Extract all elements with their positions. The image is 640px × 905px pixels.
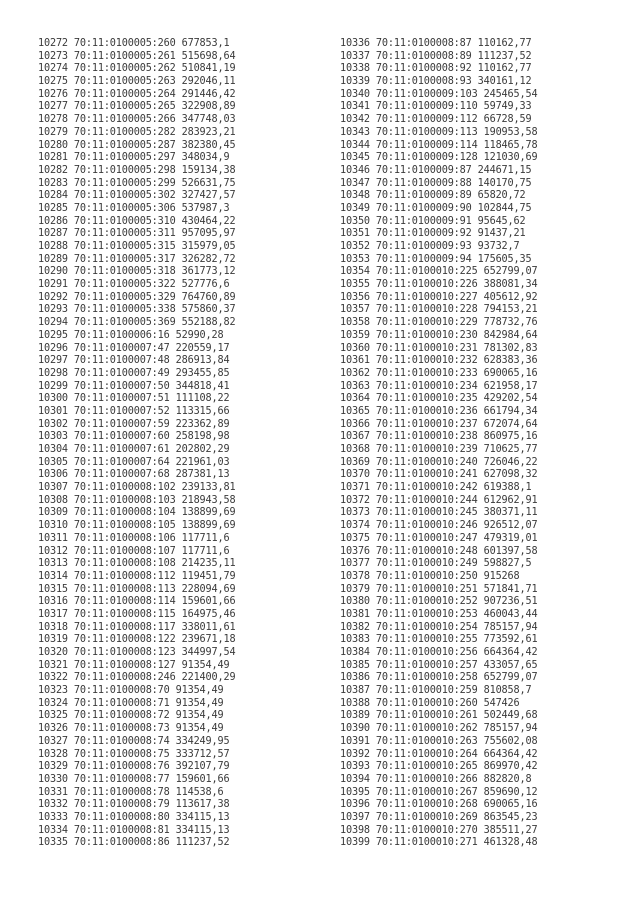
document-line: 10321 70:11:0100008:127 91354,49 xyxy=(38,659,230,671)
document-line: 10369 70:11:0100010:240 726046,22 xyxy=(340,456,538,468)
document-line: 10355 70:11:0100010:226 388081,34 xyxy=(340,279,538,291)
document-line: 10289 70:11:0100005:317 326282,72 xyxy=(38,253,236,265)
document-line: 10359 70:11:0100010:230 842984,64 xyxy=(340,329,538,341)
document-line: 10349 70:11:0100009:90 102844,75 xyxy=(340,202,532,214)
document-line: 10281 70:11:0100005:297 348034,9 xyxy=(38,152,230,164)
document-line: 10297 70:11:0100007:48 286913,84 xyxy=(38,355,230,367)
document-line: 10377 70:11:0100010:249 598827,5 xyxy=(340,558,532,570)
document-line: 10329 70:11:0100008:76 392107,79 xyxy=(38,761,230,773)
document-line: 10278 70:11:0100005:266 347748,03 xyxy=(38,114,236,126)
document-line: 10354 70:11:0100010:225 652799,07 xyxy=(340,266,538,278)
left-column xyxy=(38,38,328,850)
document-line: 10315 70:11:0100008:113 228094,69 xyxy=(38,583,236,595)
document-line: 10303 70:11:0100007:60 258198,98 xyxy=(38,431,230,443)
document-line: 10316 70:11:0100008:114 159601,66 xyxy=(38,596,236,608)
document-line: 10296 70:11:0100007:47 220559,17 xyxy=(38,342,230,354)
document-line: 10318 70:11:0100008:117 338011,61 xyxy=(38,621,236,633)
document-line: 10395 70:11:0100010:267 859690,12 xyxy=(340,786,538,798)
document-line: 10276 70:11:0100005:264 291446,42 xyxy=(38,88,236,100)
document-line: 10275 70:11:0100005:263 292046,11 xyxy=(38,76,236,88)
document-line: 10314 70:11:0100008:112 119451,79 xyxy=(38,570,236,582)
document-line: 10322 70:11:0100008:246 221400,29 xyxy=(38,672,236,684)
document-line: 10384 70:11:0100010:256 664364,42 xyxy=(340,647,538,658)
document-line: 10313 70:11:0100008:108 214235,11 xyxy=(38,558,236,570)
document-line: 10335 70:11:0100008:86 111237,52 xyxy=(38,837,230,849)
document-line: 10291 70:11:0100005:322 527776,6 xyxy=(38,279,230,291)
document-line: 10346 70:11:0100009:87 244671,15 xyxy=(340,164,532,176)
document-line: 10381 70:11:0100010:253 460043,44 xyxy=(340,608,538,620)
document-line: 10364 70:11:0100010:235 429202,54 xyxy=(340,393,538,405)
document-line: 10366 70:11:0100010:237 672074,64 xyxy=(340,418,538,430)
document-line: 10295 70:11:0100006:16 52990,28 xyxy=(38,329,224,341)
document-line: 10386 70:11:0100010:258 652799,07 xyxy=(340,672,538,684)
document-line: 10284 70:11:0100005:302 327427,57 xyxy=(38,190,236,202)
document-line: 10339 70:11:0100008:93 340161,12 xyxy=(340,76,532,88)
document-line: 10375 70:11:0100010:247 479319,01 xyxy=(340,532,538,544)
document-line: 10391 70:11:0100010:263 755602,08 xyxy=(340,735,538,747)
document-line: 10304 70:11:0100007:61 202802,29 xyxy=(38,444,230,455)
document-line: 10357 70:11:0100010:228 794153,21 xyxy=(340,304,538,316)
document-line: 10356 70:11:0100010:227 405612,92 xyxy=(340,291,538,303)
document-line: 10319 70:11:0100008:122 239671,18 xyxy=(38,634,236,646)
document-line: 10307 70:11:0100008:102 239133,81 xyxy=(38,482,236,494)
document-line: 10361 70:11:0100010:232 628383,36 xyxy=(340,355,538,367)
document-line: 10272 70:11:0100005:260 677853,1 xyxy=(38,38,230,49)
document-line: 10310 70:11:0100008:105 138899,69 xyxy=(38,520,236,532)
document-line: 10368 70:11:0100010:239 710625,77 xyxy=(340,444,538,455)
document-line: 10287 70:11:0100005:311 957095,97 xyxy=(38,228,236,240)
document-line: 10312 70:11:0100008:107 117711,6 xyxy=(38,545,230,557)
document-line: 10370 70:11:0100010:241 627098,32 xyxy=(340,469,538,481)
document-line: 10393 70:11:0100010:265 869970,42 xyxy=(340,761,538,773)
document-line: 10327 70:11:0100008:74 334249,95 xyxy=(38,735,230,747)
document-line: 10328 70:11:0100008:75 333712,57 xyxy=(38,748,230,760)
document-line: 10371 70:11:0100010:242 619388,1 xyxy=(340,482,532,494)
document-line: 10298 70:11:0100007:49 293455,85 xyxy=(38,367,230,379)
document-line: 10283 70:11:0100005:299 526631,75 xyxy=(38,177,236,189)
document-line: 10343 70:11:0100009:113 190953,58 xyxy=(340,126,538,138)
document-line: 10353 70:11:0100009:94 175605,35 xyxy=(340,253,532,265)
document-line: 10390 70:11:0100010:262 785157,94 xyxy=(340,723,538,735)
document-line: 10378 70:11:0100010:250 915268 xyxy=(340,570,520,582)
document-line: 10380 70:11:0100010:252 907236,51 xyxy=(340,596,538,608)
document-line: 10341 70:11:0100009:110 59749,33 xyxy=(340,101,532,113)
document-line: 10336 70:11:0100008:87 110162,77 xyxy=(340,38,532,49)
document-line: 10325 70:11:0100008:72 91354,49 xyxy=(38,710,224,722)
document-line: 10360 70:11:0100010:231 781302,83 xyxy=(340,342,538,354)
document-line: 10334 70:11:0100008:81 334115,13 xyxy=(38,824,230,836)
document-line: 10389 70:11:0100010:261 502449,68 xyxy=(340,710,538,722)
document-line: 10277 70:11:0100005:265 322908,89 xyxy=(38,101,236,113)
document-line: 10324 70:11:0100008:71 91354,49 xyxy=(38,697,224,709)
document-line: 10363 70:11:0100010:234 621958,17 xyxy=(340,380,538,392)
document-line: 10373 70:11:0100010:245 380371,11 xyxy=(340,507,538,519)
document-line: 10306 70:11:0100007:68 287381,13 xyxy=(38,469,230,481)
document-line: 10332 70:11:0100008:79 113617,38 xyxy=(38,799,230,811)
document-line: 10358 70:11:0100010:229 778732,76 xyxy=(340,317,538,329)
document-line: 10309 70:11:0100008:104 138899,69 xyxy=(38,507,236,519)
document-line: 10345 70:11:0100009:128 121030,69 xyxy=(340,152,538,164)
document-line: 10382 70:11:0100010:254 785157,94 xyxy=(340,621,538,633)
document-line: 10285 70:11:0100005:306 537987,3 xyxy=(38,202,230,214)
document-line: 10290 70:11:0100005:318 361773,12 xyxy=(38,266,236,278)
document-line: 10274 70:11:0100005:262 510841,19 xyxy=(38,63,236,75)
document-line: 10330 70:11:0100008:77 159601,66 xyxy=(38,773,230,785)
document-line: 10323 70:11:0100008:70 91354,49 xyxy=(38,685,224,697)
document-line: 10387 70:11:0100010:259 810858,7 xyxy=(340,685,532,697)
document-line: 10320 70:11:0100008:123 344997,54 xyxy=(38,647,236,658)
document-line: 10340 70:11:0100009:103 245465,54 xyxy=(340,88,538,100)
document-line: 10292 70:11:0100005:329 764760,89 xyxy=(38,291,236,303)
document-line: 10362 70:11:0100010:233 690065,16 xyxy=(340,367,538,379)
document-line: 10288 70:11:0100005:315 315979,05 xyxy=(38,241,236,252)
document-line: 10394 70:11:0100010:266 882820,8 xyxy=(340,773,532,785)
document-line: 10347 70:11:0100009:88 140170,75 xyxy=(340,177,532,189)
document-line: 10302 70:11:0100007:59 223362,89 xyxy=(38,418,230,430)
document-line: 10342 70:11:0100009:112 66728,59 xyxy=(340,114,532,126)
document-line: 10367 70:11:0100010:238 860975,16 xyxy=(340,431,538,443)
document-line: 10372 70:11:0100010:244 612962,91 xyxy=(340,494,538,506)
document-line: 10317 70:11:0100008:115 164975,46 xyxy=(38,608,236,620)
document-line: 10338 70:11:0100008:92 110162,77 xyxy=(340,63,532,75)
document-line: 10279 70:11:0100005:282 283923,21 xyxy=(38,126,236,138)
document-line: 10305 70:11:0100007:64 221961,03 xyxy=(38,456,230,468)
document-line: 10397 70:11:0100010:269 863545,23 xyxy=(340,811,538,823)
document-line: 10344 70:11:0100009:114 118465,78 xyxy=(340,139,538,151)
document-line: 10398 70:11:0100010:270 385511,27 xyxy=(340,824,538,836)
document-line: 10399 70:11:0100010:271 461328,48 xyxy=(340,837,538,849)
document-line: 10333 70:11:0100008:80 334115,13 xyxy=(38,811,230,823)
document-line: 10379 70:11:0100010:251 571841,71 xyxy=(340,583,538,595)
right-column xyxy=(340,38,630,850)
document-line: 10350 70:11:0100009:91 95645,62 xyxy=(340,215,526,227)
document-line: 10286 70:11:0100005:310 430464,22 xyxy=(38,215,236,227)
document-line: 10301 70:11:0100007:52 113315,66 xyxy=(38,405,230,417)
document-line: 10331 70:11:0100008:78 114538,6 xyxy=(38,786,224,798)
document-line: 10282 70:11:0100005:298 159134,38 xyxy=(38,164,236,176)
document-line: 10352 70:11:0100009:93 93732,7 xyxy=(340,241,520,252)
document-line: 10299 70:11:0100007:50 344818,41 xyxy=(38,380,230,392)
document-line: 10308 70:11:0100008:103 218943,58 xyxy=(38,494,236,506)
document-line: 10300 70:11:0100007:51 111108,22 xyxy=(38,393,230,405)
document-line: 10311 70:11:0100008:106 117711,6 xyxy=(38,532,230,544)
document-line: 10396 70:11:0100010:268 690065,16 xyxy=(340,799,538,811)
document-line: 10392 70:11:0100010:264 664364,42 xyxy=(340,748,538,760)
document-line: 10293 70:11:0100005:338 575860,37 xyxy=(38,304,236,316)
document-line: 10280 70:11:0100005:287 382380,45 xyxy=(38,139,236,151)
document-line: 10326 70:11:0100008:73 91354,49 xyxy=(38,723,224,735)
document-line: 10374 70:11:0100010:246 926512,07 xyxy=(340,520,538,532)
document-line: 10376 70:11:0100010:248 601397,58 xyxy=(340,545,538,557)
document-line: 10383 70:11:0100010:255 773592,61 xyxy=(340,634,538,646)
document-line: 10294 70:11:0100005:369 552188,82 xyxy=(38,317,236,329)
document-line: 10365 70:11:0100010:236 661794,34 xyxy=(340,405,538,417)
document-line: 10348 70:11:0100009:89 65820,72 xyxy=(340,190,526,202)
document-line: 10351 70:11:0100009:92 91437,21 xyxy=(340,228,526,240)
document-line: 10273 70:11:0100005:261 515698,64 xyxy=(38,50,236,62)
document-line: 10337 70:11:0100008:89 111237,52 xyxy=(340,50,532,62)
document-line: 10388 70:11:0100010:260 547426 xyxy=(340,697,520,709)
document-line: 10385 70:11:0100010:257 433057,65 xyxy=(340,659,538,671)
